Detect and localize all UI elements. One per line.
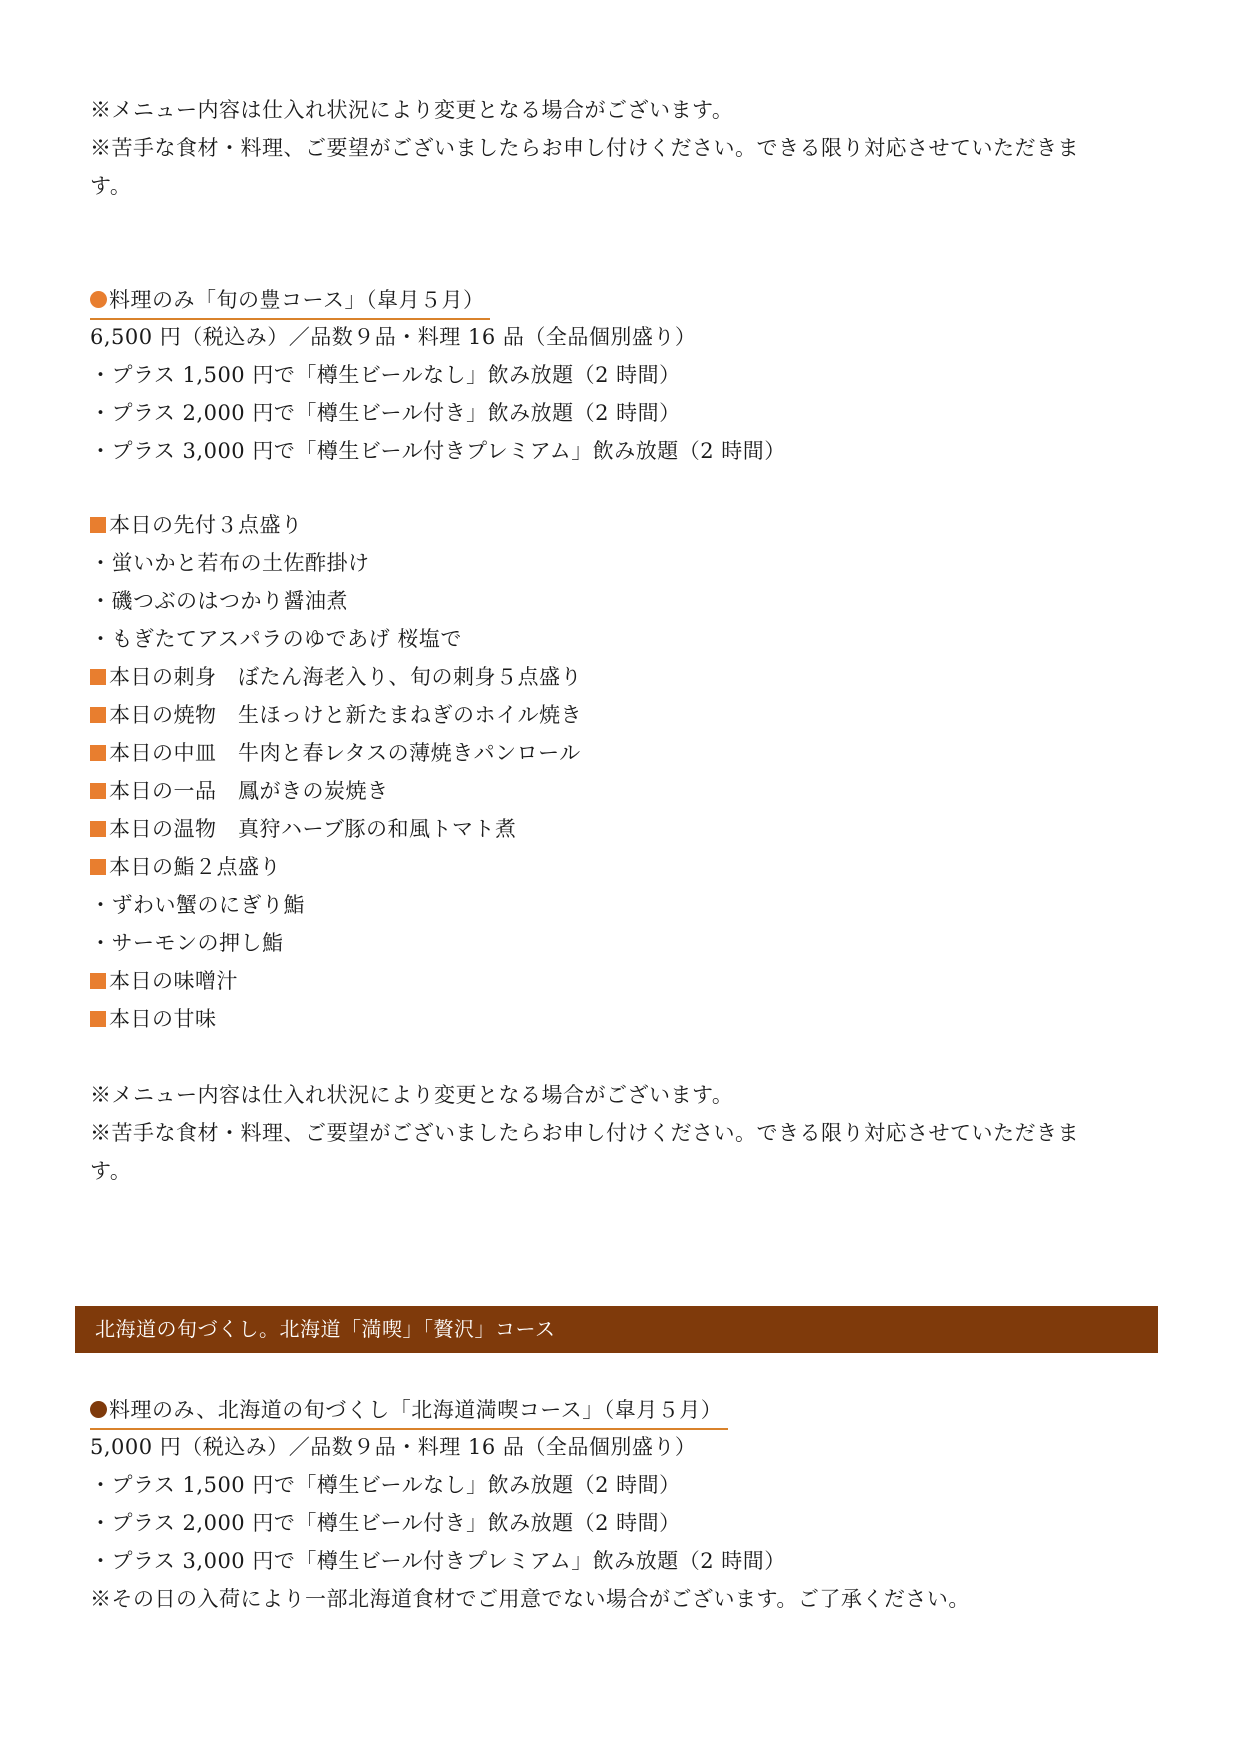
notes-top: [90, 91, 1150, 205]
menu-item-text: 本日の味噌汁: [109, 969, 238, 993]
bullet-dot-icon: [90, 1401, 107, 1418]
menu-category: [90, 1000, 1150, 1038]
menu-subitem: [90, 620, 1150, 658]
course2-heading: [90, 1392, 728, 1430]
menu-item-text: 本日の刺身 ぼたん海老入り、旬の刺身５点盛り: [109, 665, 582, 689]
bullet-square-icon: [90, 973, 106, 989]
menu-item-text: 本日の先付３点盛り: [109, 513, 303, 537]
hokkaido-banner: [75, 1306, 1158, 1353]
menu-category: [90, 772, 1150, 810]
bullet-square-icon: [90, 707, 106, 723]
bullet-dot-icon: [90, 291, 107, 308]
menu-category: [90, 810, 1150, 848]
note-line: ※メニュー内容は仕入れ状況により変更となる場合がございます。: [90, 1083, 734, 1107]
menu-item-text: ・もぎたてアスパラのゆであげ 桜塩で: [90, 627, 462, 651]
menu-subitem: [90, 924, 1150, 962]
menu-subitem: [90, 886, 1150, 924]
course2-plan: ・プラス 3,000 円で「樽生ビール付きプレミアム」飲み放題（2 時間）: [90, 1549, 786, 1573]
menu-item-text: ・ずわい蟹のにぎり鮨: [90, 893, 305, 917]
course2-plan: ・プラス 1,500 円で「樽生ビールなし」飲み放題（2 時間）: [90, 1473, 681, 1497]
course1-menu: [90, 506, 1150, 1038]
bullet-square-icon: [90, 783, 106, 799]
menu-item-text: 本日の温物 真狩ハーブ豚の和風トマト煮: [109, 817, 517, 841]
course1-title: 料理のみ「旬の豊コース」（皐月５月）: [109, 288, 485, 312]
course1-plan: ・プラス 2,000 円で「樽生ビール付き」飲み放題（2 時間）: [90, 401, 681, 425]
menu-category: [90, 696, 1150, 734]
menu-item-text: 本日の中皿 牛肉と春レタスの薄焼きパンロール: [109, 741, 581, 765]
note-line: ※メニュー内容は仕入れ状況により変更となる場合がございます。: [90, 98, 734, 122]
bullet-square-icon: [90, 669, 106, 685]
note-line: す。: [90, 174, 132, 198]
menu-subitem: [90, 544, 1150, 582]
course1-plan: ・プラス 1,500 円で「樽生ビールなし」飲み放題（2 時間）: [90, 363, 681, 387]
note-line: ※苦手な食材・料理、ご要望がございましたらお申し付けください。できる限り対応させていただきま: [90, 1121, 1079, 1145]
course1-plan: ・プラス 3,000 円で「樽生ビール付きプレミアム」飲み放題（2 時間）: [90, 439, 786, 463]
banner-title: 北海道の旬づくし。北海道「満喫」「贅沢」コース: [95, 1317, 556, 1341]
course1-price: 6,500 円（税込み）／品数９品・料理 16 品（全品個別盛り）: [90, 325, 697, 349]
menu-category: [90, 658, 1150, 696]
course1-heading: [90, 282, 490, 320]
menu-item-text: ・サーモンの押し鮨: [90, 931, 284, 955]
note-line: ※苦手な食材・料理、ご要望がございましたらお申し付けください。できる限り対応させていただきま: [90, 136, 1079, 160]
bullet-square-icon: [90, 517, 106, 533]
bullet-square-icon: [90, 745, 106, 761]
course2-section: [90, 1392, 1150, 1618]
menu-item-text: ・蛍いかと若布の土佐酢掛け: [90, 551, 370, 575]
course2-price: 5,000 円（税込み）／品数９品・料理 16 品（全品個別盛り）: [90, 1435, 697, 1459]
menu-category: [90, 848, 1150, 886]
notes-mid: [90, 1076, 1150, 1190]
menu-category: [90, 506, 1150, 544]
course2-title: 料理のみ、北海道の旬づくし「北海道満喫コース」（皐月５月）: [109, 1398, 723, 1422]
course2-plan: ・プラス 2,000 円で「樽生ビール付き」飲み放題（2 時間）: [90, 1511, 681, 1535]
menu-item-text: 本日の焼物 生ほっけと新たまねぎのホイル焼き: [109, 703, 582, 727]
menu-category: [90, 734, 1150, 772]
menu-subitem: [90, 582, 1150, 620]
menu-item-text: 本日の鮨２点盛り: [109, 855, 281, 879]
menu-item-text: 本日の一品 鳳がきの炭焼き: [109, 779, 389, 803]
bullet-square-icon: [90, 859, 106, 875]
course2-note: ※その日の入荷により一部北海道食材でご用意でない場合がございます。ご了承ください。: [90, 1587, 970, 1611]
menu-item-text: 本日の甘味: [109, 1007, 217, 1031]
bullet-square-icon: [90, 821, 106, 837]
bullet-square-icon: [90, 1011, 106, 1027]
note-line: す。: [90, 1159, 132, 1183]
menu-category: [90, 962, 1150, 1000]
menu-item-text: ・磯つぶのはつかり醤油煮: [90, 589, 348, 613]
course1-section: [90, 282, 1150, 470]
